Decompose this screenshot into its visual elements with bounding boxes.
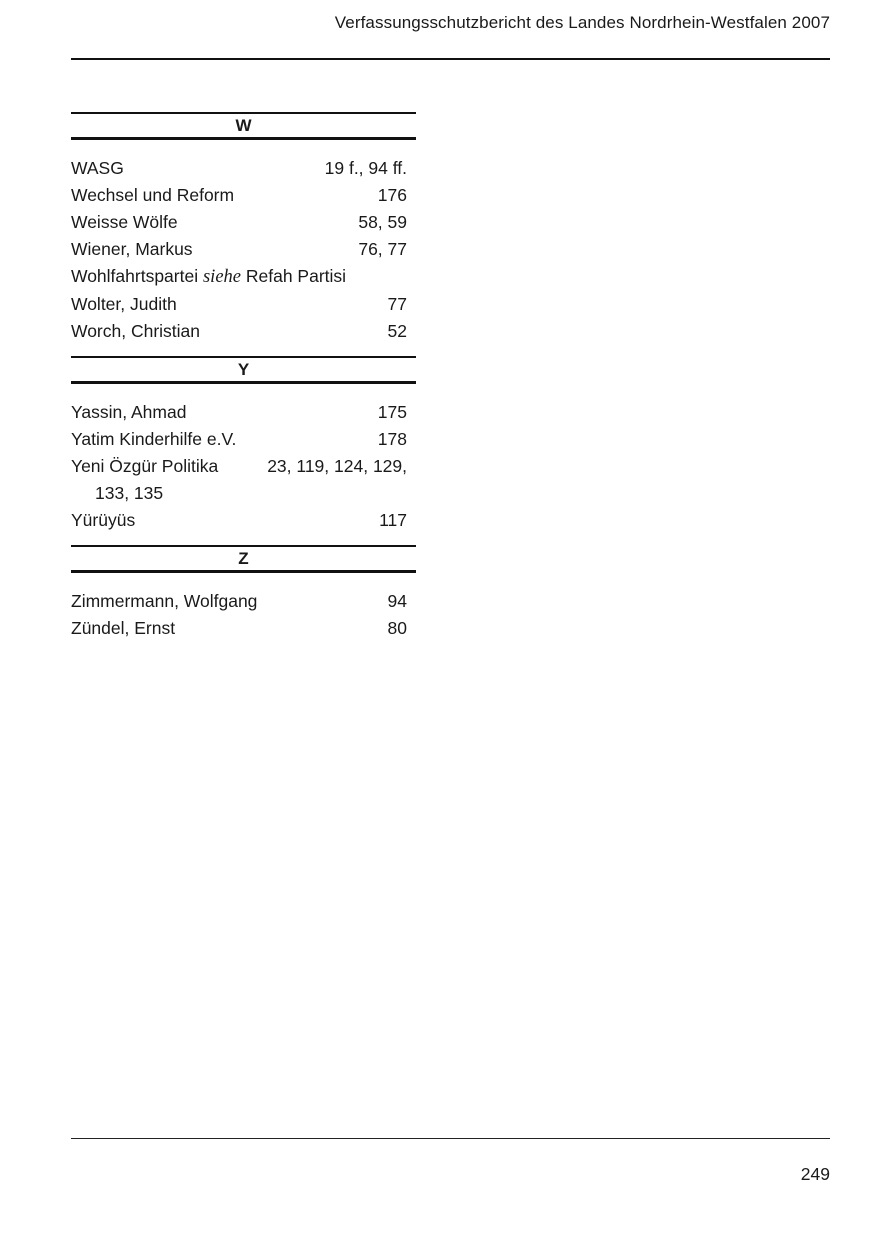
- section-letter-heading: Z: [71, 545, 416, 573]
- entry-pages: 58, 59: [358, 212, 407, 232]
- index-section-z: [71, 545, 416, 653]
- index-entry: [71, 615, 416, 642]
- entry-pages: 176: [377, 185, 407, 205]
- index-entry: [71, 291, 416, 318]
- entry-term: Yeni Özgür Politika: [71, 456, 219, 476]
- entry-pages: 178: [377, 429, 407, 449]
- entry-term: Wechsel und Reform: [71, 185, 235, 205]
- index-entry-cross-reference: [71, 263, 416, 291]
- index-entry: [71, 399, 416, 426]
- entry-term: WASG: [71, 158, 124, 178]
- running-header-title: Verfassungsschutzbericht des Landes Nordrhein-Westfalen 2007: [334, 13, 830, 32]
- index-entry: [71, 453, 416, 507]
- index-entry: [71, 155, 416, 182]
- entry-term: Zündel, Ernst: [71, 618, 176, 638]
- see-reference-word: siehe: [202, 267, 241, 287]
- entry-pages: 23, 119, 124, 129,: [267, 456, 407, 476]
- index-list: [71, 112, 416, 653]
- entry-pages-continued: 133, 135: [95, 483, 164, 503]
- entry-pages: 80: [387, 618, 407, 638]
- index-entry: [71, 588, 416, 615]
- entry-term: Wohlfahrtspartei: [71, 266, 199, 286]
- entry-term: Zimmermann, Wolfgang: [71, 591, 258, 611]
- index-entry: [71, 507, 416, 534]
- entry-term: Yassin, Ahmad: [71, 402, 187, 422]
- page-number: 249: [800, 1164, 830, 1184]
- index-entry: [71, 426, 416, 453]
- entry-pages: 76, 77: [358, 239, 407, 259]
- footer-divider: [71, 1138, 830, 1139]
- header-divider: [71, 58, 830, 60]
- entry-term: Yürüyüs: [71, 510, 136, 530]
- entry-pages: 52: [387, 321, 407, 341]
- entry-term: Wiener, Markus: [71, 239, 193, 259]
- section-letter-heading: Y: [71, 356, 416, 384]
- entry-term: Weisse Wölfe: [71, 212, 178, 232]
- entry-pages: 19 f., 94 ff.: [324, 158, 407, 178]
- entry-pages: 117: [379, 510, 407, 530]
- index-entry: [71, 318, 416, 345]
- see-reference-target: Refah Partisi: [245, 266, 347, 286]
- entry-term: Worch, Christian: [71, 321, 201, 341]
- entry-pages: 77: [387, 294, 407, 314]
- index-entry: [71, 182, 416, 209]
- entry-pages: 94: [387, 591, 407, 611]
- index-entry: [71, 209, 416, 236]
- index-section-w: [71, 112, 416, 356]
- entry-term: Wolter, Judith: [71, 294, 177, 314]
- index-entry: [71, 236, 416, 263]
- entry-term: Yatim Kinderhilfe e.V.: [71, 429, 237, 449]
- index-section-y: [71, 356, 416, 545]
- section-letter-heading: W: [71, 112, 416, 140]
- entry-pages: 175: [377, 402, 407, 422]
